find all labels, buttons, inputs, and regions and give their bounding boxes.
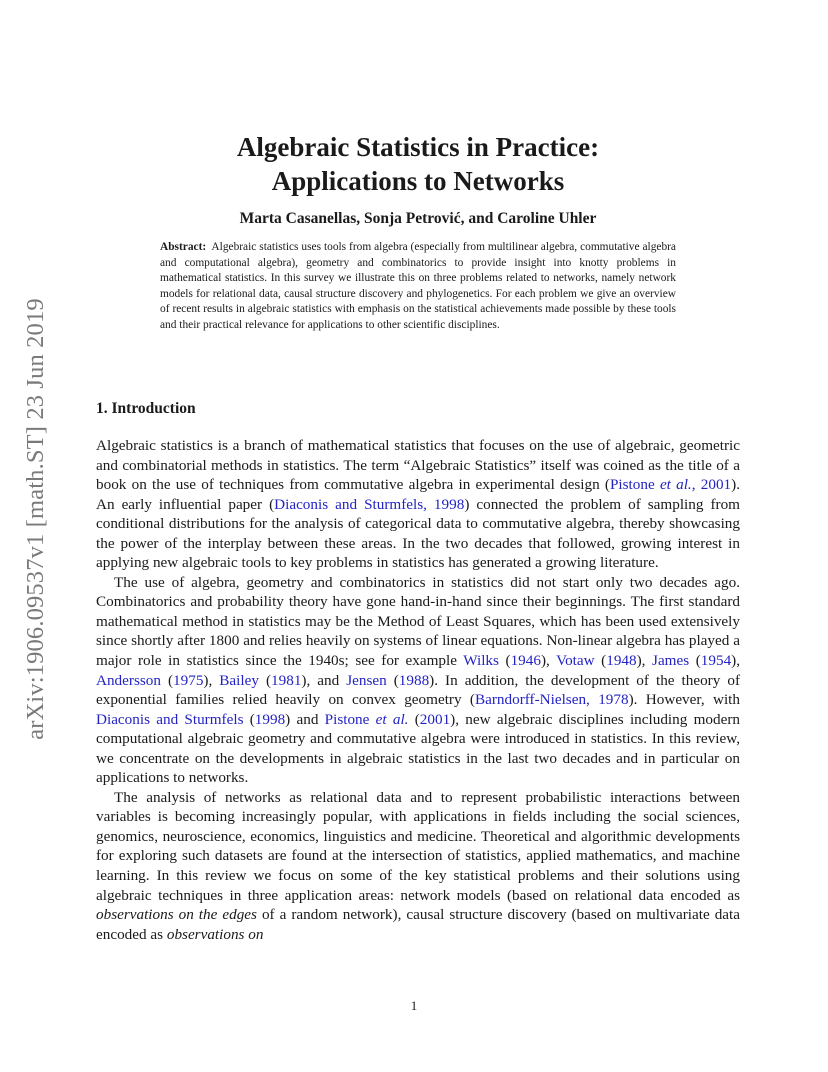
text-run: ). However, with [628, 691, 740, 709]
section-heading: 1. Introduction [96, 400, 196, 417]
title-line-1: Algebraic Statistics in Practice: [236, 132, 600, 162]
citation-link[interactable]: James [652, 652, 690, 670]
citation-year-link[interactable]: 1975 [173, 671, 204, 689]
author-list: Marta Casanellas, Sonja Petrović, and Caroline Uhler [239, 210, 597, 227]
arxiv-identifier: arXiv:1906.09537v1 [math.ST] 23 Jun 2019 [22, 298, 49, 740]
text-run: ( [498, 652, 511, 670]
body-text [96, 436, 740, 944]
emphasis-text: observations on [166, 925, 264, 943]
text-run: ( [386, 671, 399, 689]
citation-year-link[interactable]: 1988 [398, 671, 430, 689]
citation-year-link[interactable]: 1954 [700, 652, 732, 670]
page-number: 1 [410, 998, 418, 1013]
text-run: ( [408, 710, 420, 728]
abstract-text: Algebraic statistics uses tools from algebra (especially from multilinear algebra, commutative algebra and computational algebra), geometry and combinatorics to provide insight into knotty problems in mathematical statistics. In this survey we illustrate this on three problems related to networks, namely network models for relational data, causal structure discovery and phylogenetics. For each problem we give an overview of recent results in algebraic statistics with emphasis on the statistical achievements made possible by these tools and their practical relevance for applications to other scientific disciplines. [160, 241, 676, 331]
citation-link[interactable]: Wilks [463, 652, 499, 670]
citation-link[interactable]: Jensen [346, 671, 387, 689]
citation-year-link[interactable]: 1948 [606, 652, 637, 670]
emphasis-text: observations on the edges [96, 906, 257, 924]
paragraph-2 [96, 573, 740, 788]
citation-author: Pistone [609, 476, 660, 494]
text-run: ), [731, 652, 741, 670]
abstract [160, 240, 676, 334]
citation-link[interactable]: Bailey [219, 671, 259, 689]
citation-year-link[interactable]: 1981 [271, 671, 302, 689]
text-run: of a random network), causal structure discovery (based on multivariate data encoded as [96, 906, 740, 943]
paragraph-1 [96, 436, 740, 573]
text-run: ), [540, 652, 557, 670]
citation-link[interactable]: Votaw [556, 652, 595, 670]
text-run: ( [160, 671, 174, 689]
arxiv-identifier-stamp [6, 276, 66, 762]
text-run: The analysis of networks as relational data and to represent probabilistic interactions between variables is becoming increasingly popular, with applications in fields including the social sciences, genomics, neuroscience, economics, linguistics and medicine. Theoretical and algorithmic developments for exploring such datasets are found at the intersection of statistics, applied mathematics, and machine learning. In this review we focus on some of the key statistical problems and their solutions using algebraic techniques in three application areas: network models (based on relational data encoded as [96, 788, 740, 904]
text-run: ( [689, 652, 701, 670]
paragraph-3 [96, 788, 740, 944]
citation-etal: et al. [375, 710, 409, 728]
citation-etal: et al. [659, 476, 692, 494]
title-line-2: Applications to Networks [271, 166, 565, 196]
paper-title [96, 130, 740, 198]
text-run: Algebraic statistics is a branch of mathematical statistics that focuses on the use of algebraic, geometric and combinatorial methods in statistics. The term “Algebraic Statistics” itself was coined as the title of a book on the use of techniques from commutative algebra in experimental design ( [96, 437, 740, 494]
text-run: ( [594, 652, 607, 670]
text-run: ), [203, 671, 220, 689]
citation-link[interactable]: Diaconis and Sturmfels [96, 710, 244, 728]
text-run: The use of algebra, geometry and combinatorics in statistics did not start only two decades ago. Combinatorics and probability theory have gone hand-in-hand since their beginnings. The first standard mathematical method in statistics may be the Method of Least Squares, which has been used extensively since shortly after 1800 and relies heavily on systems of linear equations. Non-linear algebra has played a major role in statistics since the 1940s; see for example [96, 573, 740, 670]
text-run: ), new algebraic disciplines including modern computational algebraic geometry and commutative algebra were introduced in statistics. In this review, we concentrate on the developments in algebraic statistics in the last two decades and in particular on applications to networks. [96, 710, 740, 787]
citation-author: Pistone [324, 710, 376, 728]
text-run: ) connected the problem of sampling from conditional distributions for the analysis of categorical data to commutative algebra, thereby showcasing the power of the interplay between these areas. In the two decades that followed, growing interest in applying new algebraic tools to key problems in statistics has generated a growing literature. [96, 495, 740, 572]
text-run: ), and [301, 671, 347, 689]
text-run: ). An early influential paper ( [96, 476, 740, 513]
text-run: ). In addition, the development of the theory of exponential families relied heavily on convex geometry ( [96, 671, 741, 709]
citation-year-link[interactable]: 1998 [254, 710, 286, 728]
text-run: ) and [285, 710, 325, 728]
text-run: ( [258, 671, 272, 689]
abstract-label: Abstract: [160, 241, 207, 253]
citation-link[interactable]: Diaconis and Sturmfels, 1998 [274, 495, 465, 513]
citation-year-link[interactable]: 1946 [510, 652, 541, 670]
citation-year: , 2001 [691, 476, 732, 494]
text-run: ), [636, 652, 653, 670]
text-run: ( [243, 710, 255, 728]
citation-link[interactable]: Andersson [96, 671, 161, 689]
citation-link[interactable] [610, 476, 731, 493]
citation-link[interactable] [325, 711, 409, 728]
citation-link[interactable]: Barndorff-Nielsen, 1978 [474, 691, 629, 709]
citation-year-link[interactable]: 2001 [419, 710, 451, 728]
